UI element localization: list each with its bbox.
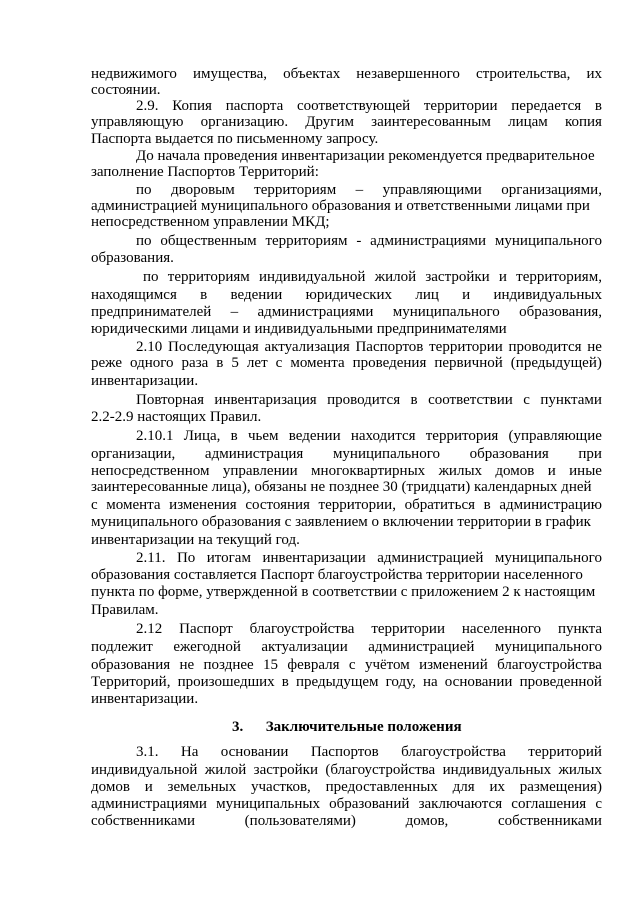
text-line: по дворовым территориям – управляющими организациями, bbox=[136, 182, 602, 198]
text-line: заполнение Паспортов Территорий: bbox=[91, 164, 319, 180]
text-line: организации, администрация муниципального образования при bbox=[91, 446, 602, 462]
text-line: 2.9. Копия паспорта соответствующей территории передается в bbox=[136, 98, 602, 114]
text-line: 2.10 Последующая актуализация Паспортов территории проводится не bbox=[136, 339, 602, 355]
text-line: состоянии. bbox=[91, 82, 161, 98]
text-line: недвижимого имущества, объектах незавершенного строительства, их bbox=[91, 66, 602, 82]
text-line: образования не позднее 15 февраля с учётом изменений благоустройства bbox=[91, 657, 602, 673]
text-line: домов и земельных участков, предоставленных для их размещения) bbox=[91, 779, 602, 795]
text-line: 2.11. По итогам инвентаризации администрацией муниципального bbox=[136, 550, 602, 566]
text-line: по общественным территориям - администрациями муниципального bbox=[136, 233, 602, 249]
text-line: Повторная инвентаризация проводится в соответствии с пунктами bbox=[136, 392, 602, 408]
text-line: управляющую организацию. Другим заинтересованным лицам копия bbox=[91, 114, 602, 130]
text-line: по территориям индивидуальной жилой застройки и территориям, bbox=[143, 269, 602, 285]
text-line: инвентаризации. bbox=[91, 373, 199, 389]
text-line: заинтересованные лица), обязаны не позднее 30 (тридцати) календарных дней bbox=[91, 479, 592, 495]
section-heading: 3. Заключительные положения bbox=[232, 719, 462, 735]
text-line: До начала проведения инвентаризации рекомендуется предварительное bbox=[136, 148, 595, 164]
text-line: предпринимателей – администрациями муниципального образования, bbox=[91, 304, 602, 320]
text-line: юридическими лицами и индивидуальными предпринимателями bbox=[91, 321, 507, 337]
text-line: администрацией муниципального образования и ответственными лицами при bbox=[91, 198, 590, 214]
text-line: Паспорта выдается по письменному запросу. bbox=[91, 131, 379, 147]
text-line: 2.12 Паспорт благоустройства территории населенного пункта bbox=[136, 621, 602, 637]
text-line: муниципального образования с заявлением о включении территории в график bbox=[91, 514, 591, 530]
text-line: находящимся в ведении юридических лиц и индивидуальных bbox=[91, 287, 602, 303]
text-line: 2.10.1 Лица, в чьем ведении находится территория (управляющие bbox=[136, 428, 602, 444]
text-line: инвентаризации. bbox=[91, 691, 199, 707]
text-line: администрациями муниципальных образований заключаются соглашения с bbox=[91, 796, 602, 812]
text-line: образования. bbox=[91, 250, 174, 266]
text-line: образования составляется Паспорт благоустройства территории населенного bbox=[91, 567, 583, 583]
text-line: Территорий, произошедших в предыдущем году, на основании проведенной bbox=[91, 674, 602, 690]
text-line: 3.1. На основании Паспортов благоустройства территорий bbox=[136, 744, 602, 760]
text-line: с момента изменения состояния территории, обратиться в администрацию bbox=[91, 497, 602, 513]
text-line: непосредственном управлении МКД; bbox=[91, 214, 330, 230]
text-line: собственниками (пользователями) домов, собственниками bbox=[91, 813, 602, 829]
text-line: индивидуальной жилой застройки (благоустройства индивидуальных жилых bbox=[91, 762, 602, 778]
text-line: реже одного раза в 5 лет с момента проведения первичной (предыдущей) bbox=[91, 355, 602, 371]
text-line: непосредственном управлении многоквартирных жилых домов и иные bbox=[91, 463, 602, 479]
text-line: 2.2-2.9 настоящих Правил. bbox=[91, 409, 262, 425]
text-line: Правилам. bbox=[91, 602, 159, 618]
text-line: пункта по форме, утвержденной в соответствии с приложением 2 к настоящим bbox=[91, 584, 596, 600]
text-line: инвентаризации на текущий год. bbox=[91, 532, 300, 548]
text-line: подлежит ежегодной актуализации администрацией муниципального bbox=[91, 639, 602, 655]
